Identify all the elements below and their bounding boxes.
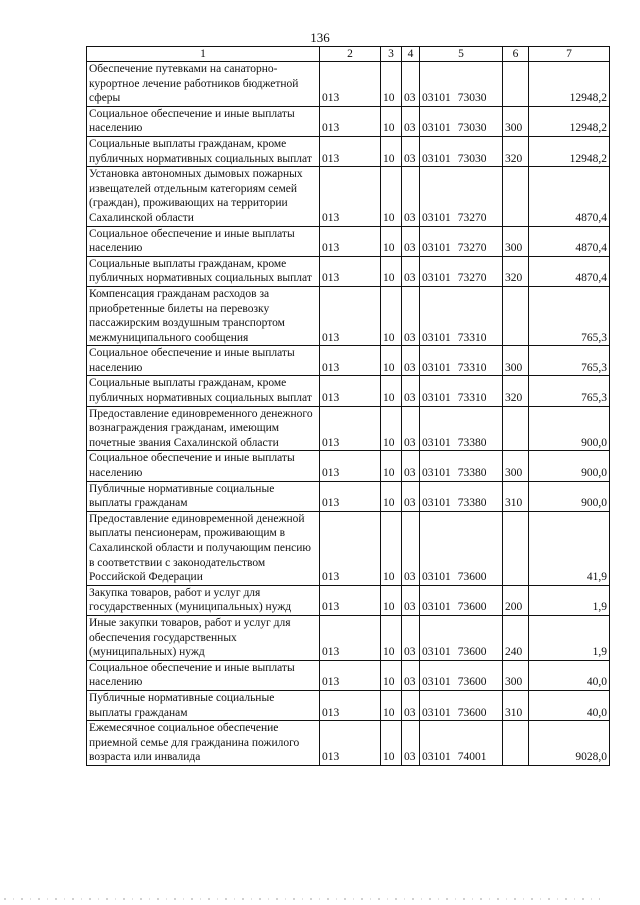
column-header: 6 bbox=[503, 47, 529, 62]
expense-type-code: 320 bbox=[503, 136, 529, 166]
target-code bbox=[420, 256, 503, 286]
target-code bbox=[420, 660, 503, 690]
scan-edge-artifact bbox=[4, 898, 600, 900]
column-header: 3 bbox=[381, 47, 402, 62]
table-row bbox=[87, 346, 610, 376]
table-row bbox=[87, 690, 610, 720]
target-item-code: 73600 bbox=[457, 676, 487, 689]
table-row bbox=[87, 286, 610, 345]
subsection-code: 03 bbox=[402, 690, 420, 720]
target-program-code: 03101 bbox=[422, 436, 451, 449]
section-code: 10 bbox=[381, 511, 402, 585]
table-row bbox=[87, 511, 610, 585]
table-row bbox=[87, 376, 610, 406]
target-item-code: 73380 bbox=[457, 497, 487, 510]
expense-type-code bbox=[503, 511, 529, 585]
row-name: Социальное обеспечение и иные выплаты населению bbox=[87, 226, 320, 256]
expense-type-code: 200 bbox=[503, 585, 529, 615]
amount-value: 900,0 bbox=[529, 481, 610, 511]
table-row bbox=[87, 167, 610, 226]
row-name: Ежемесячное социальное обеспечение приемной семье для гражданина пожилого возраста или инвалида bbox=[87, 721, 320, 766]
target-program-code: 03101 bbox=[422, 706, 451, 719]
subsection-code: 03 bbox=[402, 136, 420, 166]
expense-type-code: 320 bbox=[503, 256, 529, 286]
target-item-code: 73030 bbox=[457, 92, 487, 105]
amount-value: 765,3 bbox=[529, 346, 610, 376]
subsection-code: 03 bbox=[402, 286, 420, 345]
table-row bbox=[87, 106, 610, 136]
table-row bbox=[87, 62, 610, 107]
section-code: 10 bbox=[381, 690, 402, 720]
target-program-code: 03101 bbox=[422, 122, 451, 135]
target-code bbox=[420, 167, 503, 226]
section-code: 10 bbox=[381, 346, 402, 376]
ministry-code: 013 bbox=[320, 660, 381, 690]
table-row bbox=[87, 226, 610, 256]
expense-type-code: 310 bbox=[503, 690, 529, 720]
row-name: Публичные нормативные социальные выплаты гражданам bbox=[87, 481, 320, 511]
section-code: 10 bbox=[381, 62, 402, 107]
target-item-code: 73310 bbox=[457, 361, 487, 374]
table-row bbox=[87, 406, 610, 451]
row-name: Социальное обеспечение и иные выплаты населению bbox=[87, 346, 320, 376]
subsection-code: 03 bbox=[402, 615, 420, 660]
target-item-code: 73380 bbox=[457, 436, 487, 449]
expense-type-code: 300 bbox=[503, 226, 529, 256]
section-code: 10 bbox=[381, 406, 402, 451]
ministry-code: 013 bbox=[320, 690, 381, 720]
target-item-code: 73380 bbox=[457, 467, 487, 480]
amount-value: 4870,4 bbox=[529, 167, 610, 226]
target-program-code: 03101 bbox=[422, 467, 451, 480]
ministry-code: 013 bbox=[320, 721, 381, 766]
amount-value: 41,9 bbox=[529, 511, 610, 585]
expense-type-code: 320 bbox=[503, 376, 529, 406]
row-name: Социальные выплаты гражданам, кроме публичных нормативных социальных выплат bbox=[87, 256, 320, 286]
amount-value: 1,9 bbox=[529, 615, 610, 660]
ministry-code: 013 bbox=[320, 481, 381, 511]
row-name: Обеспечение путевками на санаторно-курортное лечение работников бюджетной сферы bbox=[87, 62, 320, 107]
row-name: Публичные нормативные социальные выплаты гражданам bbox=[87, 690, 320, 720]
row-name: Социальные выплаты гражданам, кроме публичных нормативных социальных выплат bbox=[87, 376, 320, 406]
amount-value: 12948,2 bbox=[529, 136, 610, 166]
section-code: 10 bbox=[381, 167, 402, 226]
target-program-code: 03101 bbox=[422, 676, 451, 689]
target-item-code: 73270 bbox=[457, 272, 487, 285]
target-program-code: 03101 bbox=[422, 751, 451, 764]
target-code bbox=[420, 511, 503, 585]
table-row bbox=[87, 136, 610, 166]
target-item-code: 73600 bbox=[457, 646, 487, 659]
column-header: 1 bbox=[87, 47, 320, 62]
ministry-code: 013 bbox=[320, 451, 381, 481]
section-code: 10 bbox=[381, 660, 402, 690]
ministry-code: 013 bbox=[320, 511, 381, 585]
ministry-code: 013 bbox=[320, 615, 381, 660]
target-code bbox=[420, 615, 503, 660]
subsection-code: 03 bbox=[402, 451, 420, 481]
subsection-code: 03 bbox=[402, 511, 420, 585]
expense-type-code bbox=[503, 62, 529, 107]
amount-value: 765,3 bbox=[529, 286, 610, 345]
section-code: 10 bbox=[381, 721, 402, 766]
expense-type-code: 310 bbox=[503, 481, 529, 511]
ministry-code: 013 bbox=[320, 136, 381, 166]
subsection-code: 03 bbox=[402, 167, 420, 226]
ministry-code: 013 bbox=[320, 406, 381, 451]
target-code bbox=[420, 62, 503, 107]
section-code: 10 bbox=[381, 226, 402, 256]
row-name: Иные закупки товаров, работ и услуг для обеспечения государственных (муниципальных) нужд bbox=[87, 615, 320, 660]
section-code: 10 bbox=[381, 615, 402, 660]
ministry-code: 013 bbox=[320, 346, 381, 376]
page-number: 136 bbox=[310, 30, 330, 45]
target-program-code: 03101 bbox=[422, 92, 451, 105]
target-code bbox=[420, 376, 503, 406]
table-row bbox=[87, 615, 610, 660]
subsection-code: 03 bbox=[402, 106, 420, 136]
target-item-code: 73030 bbox=[457, 122, 487, 135]
amount-value: 4870,4 bbox=[529, 226, 610, 256]
target-item-code: 73600 bbox=[457, 601, 487, 614]
target-code bbox=[420, 136, 503, 166]
subsection-code: 03 bbox=[402, 226, 420, 256]
row-name: Компенсация гражданам расходов за приобретенные билеты на перевозку пассажирским воздушным транспортом межмуниципального сообщения bbox=[87, 286, 320, 345]
section-code: 10 bbox=[381, 256, 402, 286]
section-code: 10 bbox=[381, 286, 402, 345]
amount-value: 12948,2 bbox=[529, 106, 610, 136]
ministry-code: 013 bbox=[320, 62, 381, 107]
amount-value: 12948,2 bbox=[529, 62, 610, 107]
subsection-code: 03 bbox=[402, 481, 420, 511]
target-item-code: 73600 bbox=[457, 706, 487, 719]
row-name: Социальное обеспечение и иные выплаты населению bbox=[87, 660, 320, 690]
row-name: Предоставление единовременного денежного вознаграждения гражданам, имеющим почетные звания Сахалинской области bbox=[87, 406, 320, 451]
target-program-code: 03101 bbox=[422, 211, 451, 224]
target-item-code: 73270 bbox=[457, 242, 487, 255]
row-name: Социальное обеспечение и иные выплаты населению bbox=[87, 106, 320, 136]
target-program-code: 03101 bbox=[422, 601, 451, 614]
target-item-code: 73270 bbox=[457, 211, 487, 224]
section-code: 10 bbox=[381, 376, 402, 406]
target-code bbox=[420, 226, 503, 256]
budget-table bbox=[86, 46, 610, 766]
expense-type-code: 300 bbox=[503, 660, 529, 690]
expense-type-code: 240 bbox=[503, 615, 529, 660]
row-name: Установка автономных дымовых пожарных извещателей отдельным категориям семей (граждан), проживающих на территории Сахалинской области bbox=[87, 167, 320, 226]
target-code bbox=[420, 721, 503, 766]
row-name: Социальное обеспечение и иные выплаты населению bbox=[87, 451, 320, 481]
expense-type-code bbox=[503, 721, 529, 766]
target-item-code: 73310 bbox=[457, 331, 487, 344]
section-code: 10 bbox=[381, 451, 402, 481]
amount-value: 765,3 bbox=[529, 376, 610, 406]
column-header: 7 bbox=[529, 47, 610, 62]
amount-value: 40,0 bbox=[529, 660, 610, 690]
subsection-code: 03 bbox=[402, 256, 420, 286]
expense-type-code: 300 bbox=[503, 106, 529, 136]
target-program-code: 03101 bbox=[422, 242, 451, 255]
section-code: 10 bbox=[381, 136, 402, 166]
ministry-code: 013 bbox=[320, 226, 381, 256]
row-name: Предоставление единовременной денежной выплаты пенсионерам, проживающим в Сахалинской области и получающим пенсию в соответствии с законодательством Российской Федерации bbox=[87, 511, 320, 585]
expense-type-code bbox=[503, 406, 529, 451]
expense-type-code: 300 bbox=[503, 451, 529, 481]
target-code bbox=[420, 106, 503, 136]
target-code bbox=[420, 481, 503, 511]
header-row bbox=[87, 47, 610, 62]
target-item-code: 73030 bbox=[457, 152, 487, 165]
subsection-code: 03 bbox=[402, 406, 420, 451]
target-program-code: 03101 bbox=[422, 497, 451, 510]
ministry-code: 013 bbox=[320, 286, 381, 345]
subsection-code: 03 bbox=[402, 585, 420, 615]
target-code bbox=[420, 585, 503, 615]
subsection-code: 03 bbox=[402, 376, 420, 406]
target-item-code: 74001 bbox=[457, 751, 487, 764]
expense-type-code bbox=[503, 286, 529, 345]
amount-value: 4870,4 bbox=[529, 256, 610, 286]
amount-value: 900,0 bbox=[529, 451, 610, 481]
column-header: 2 bbox=[320, 47, 381, 62]
table-row bbox=[87, 451, 610, 481]
ministry-code: 013 bbox=[320, 376, 381, 406]
column-header: 4 bbox=[402, 47, 420, 62]
amount-value: 900,0 bbox=[529, 406, 610, 451]
ministry-code: 013 bbox=[320, 106, 381, 136]
target-item-code: 73310 bbox=[457, 392, 487, 405]
table-row bbox=[87, 660, 610, 690]
target-program-code: 03101 bbox=[422, 331, 451, 344]
table-row bbox=[87, 481, 610, 511]
table-body bbox=[87, 62, 610, 766]
amount-value: 40,0 bbox=[529, 690, 610, 720]
table-row bbox=[87, 721, 610, 766]
table-row bbox=[87, 256, 610, 286]
table-row bbox=[87, 585, 610, 615]
subsection-code: 03 bbox=[402, 62, 420, 107]
target-program-code: 03101 bbox=[422, 361, 451, 374]
target-item-code: 73600 bbox=[457, 571, 487, 584]
target-code bbox=[420, 451, 503, 481]
subsection-code: 03 bbox=[402, 721, 420, 766]
ministry-code: 013 bbox=[320, 256, 381, 286]
target-code bbox=[420, 406, 503, 451]
section-code: 10 bbox=[381, 585, 402, 615]
target-program-code: 03101 bbox=[422, 646, 451, 659]
ministry-code: 013 bbox=[320, 585, 381, 615]
target-program-code: 03101 bbox=[422, 272, 451, 285]
subsection-code: 03 bbox=[402, 660, 420, 690]
table-header bbox=[87, 47, 610, 62]
subsection-code: 03 bbox=[402, 346, 420, 376]
expense-type-code: 300 bbox=[503, 346, 529, 376]
target-program-code: 03101 bbox=[422, 392, 451, 405]
target-program-code: 03101 bbox=[422, 571, 451, 584]
target-code bbox=[420, 690, 503, 720]
section-code: 10 bbox=[381, 106, 402, 136]
expense-type-code bbox=[503, 167, 529, 226]
ministry-code: 013 bbox=[320, 167, 381, 226]
amount-value: 1,9 bbox=[529, 585, 610, 615]
target-code bbox=[420, 346, 503, 376]
section-code: 10 bbox=[381, 481, 402, 511]
column-header: 5 bbox=[420, 47, 503, 62]
row-name: Закупка товаров, работ и услуг для государственных (муниципальных) нужд bbox=[87, 585, 320, 615]
amount-value: 9028,0 bbox=[529, 721, 610, 766]
row-name: Социальные выплаты гражданам, кроме публичных нормативных социальных выплат bbox=[87, 136, 320, 166]
target-program-code: 03101 bbox=[422, 152, 451, 165]
target-code bbox=[420, 286, 503, 345]
